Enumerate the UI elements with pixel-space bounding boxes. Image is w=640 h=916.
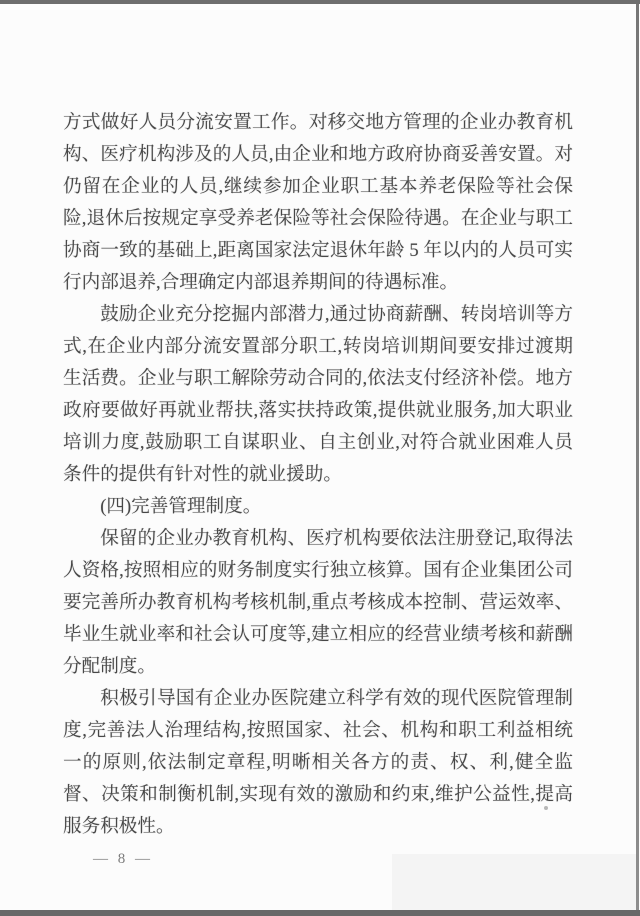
scan-edge-right-line: [636, 4, 639, 910]
paragraph-retained-institutions: 保留的企业办教育机构、医疗机构要依法注册登记,取得法人资格,按照相应的财务制度实行独立核算。国有企业集团公司要完善所办教育机构考核机制,重点考核成本控制、营运效率、毕业生就业率和社会认可度等,建立相应的经营业绩考核和薪酬分配制度。: [63, 528, 573, 677]
scan-edge-bottom-bar: [0, 910, 640, 916]
document-body: [63, 107, 573, 876]
paragraph-hospital-governance: 积极引导国有企业办医院建立科学有效的现代医院管理制度,完善法人治理结构,按照国家、社会、机构和职工利益相统一的原则,依法制定章程,明晰相关各方的责、权、利,健全监督、决策和制衡机制,实现有效的激励和约束,维护公益性,提高服务积极性。: [63, 688, 573, 837]
page-number: — 8 —: [93, 851, 153, 867]
scan-noise-speck: [544, 806, 548, 810]
paragraph-internal-transfer: 鼓励企业充分挖掘内部潜力,通过协商薪酬、转岗培训等方式,在企业内部分流安置部分职工,转岗培训期间要安排过渡期生活费。企业与职工解除劳动合同的,依法支付经济补偿。地方政府要做好再就业帮扶,落实扶持政策,提供就业服务,加大职业培训力度,鼓励职工自谋职业、自主创业,对符合就业困难人员条件的提供有针对性的就业援助。: [63, 304, 573, 485]
scan-shadow-patch: [392, 854, 636, 910]
paragraph-placement-continued: 方式做好人员分流安置工作。对移交地方管理的企业办教育机构、医疗机构涉及的人员,由企业和地方政府协商妥善安置。对仍留在企业的人员,继续参加企业职工基本养老保险等社会保险,退休后按规定享受养老保险等社会保险待遇。在企业与职工协商一致的基础上,距离国家法定退休年龄 5 年以内的人员可实行内部退养,合理确定内部退养期间的待遇标准。: [63, 112, 573, 293]
section-heading-4-improve-management: (四)完善管理制度。: [100, 496, 262, 517]
scan-edge-top-bar: [0, 0, 640, 4]
